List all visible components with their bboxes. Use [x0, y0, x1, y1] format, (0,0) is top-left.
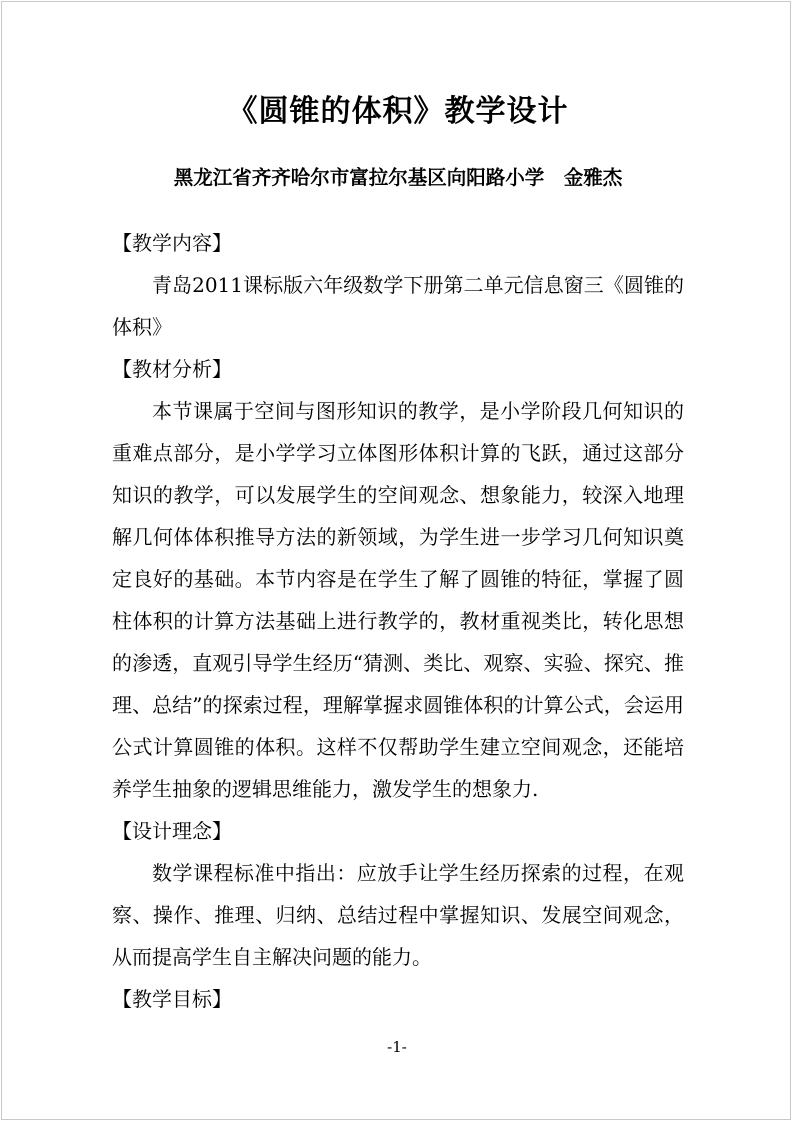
- page-number-footer: -1-: [387, 1038, 407, 1056]
- section-material-analysis: [112, 348, 684, 810]
- section-teaching-content: [112, 222, 684, 348]
- section-paragraph-design-philosophy: 数学课程标准中指出：应放手让学生经历探索的过程，在观察、操作、推理、归纳、总结过程中掌握知识、发展空间观念，从而提高学生自主解决问题的能力。: [112, 861, 684, 969]
- section-heading-teaching-content: 【教学内容】: [112, 231, 232, 255]
- section-design-philosophy: [112, 810, 684, 978]
- section-heading-teaching-objectives: 【教学目标】: [112, 987, 232, 1011]
- page-title: 《圆锥的体积》教学设计: [227, 94, 569, 129]
- section-teaching-objectives: [112, 978, 684, 1020]
- document-content: [112, 76, 684, 1020]
- section-heading-design-philosophy: 【设计理念】: [112, 819, 232, 843]
- document-byline: 黑龙江省齐齐哈尔市富拉尔基区向阳路小学 金雅杰: [173, 166, 623, 189]
- section-paragraph-material-analysis: 本节课属于空间与图形知识的教学，是小学阶段几何知识的重难点部分，是小学学习立体图形体积计算的飞跃，通过这部分知识的教学，可以发展学生的空间观念、想象能力，较深入地理解几何体体积推导方法的新领域，为学生进一步学习几何知识奠定良好的基础。本节内容是在学生了解了圆锥的特征，掌握了圆柱体积的计算方法基础上进行教学的，教材重视类比，转化思想的渗透，直观引导学生经历“猜测、类比、观察、实验、探究、推理、总结”的探索过程，理解掌握求圆锥体积的计算公式，会运用公式计算圆锥的体积。这样不仅帮助学生建立空间观念，还能培养学生抽象的逻辑思维能力，激发学生的想象力.: [112, 399, 684, 801]
- section-paragraph-teaching-content: 青岛2011课标版六年级数学下册第二单元信息窗三《圆锥的体积》: [112, 273, 684, 339]
- section-heading-material-analysis: 【教材分析】: [112, 357, 232, 381]
